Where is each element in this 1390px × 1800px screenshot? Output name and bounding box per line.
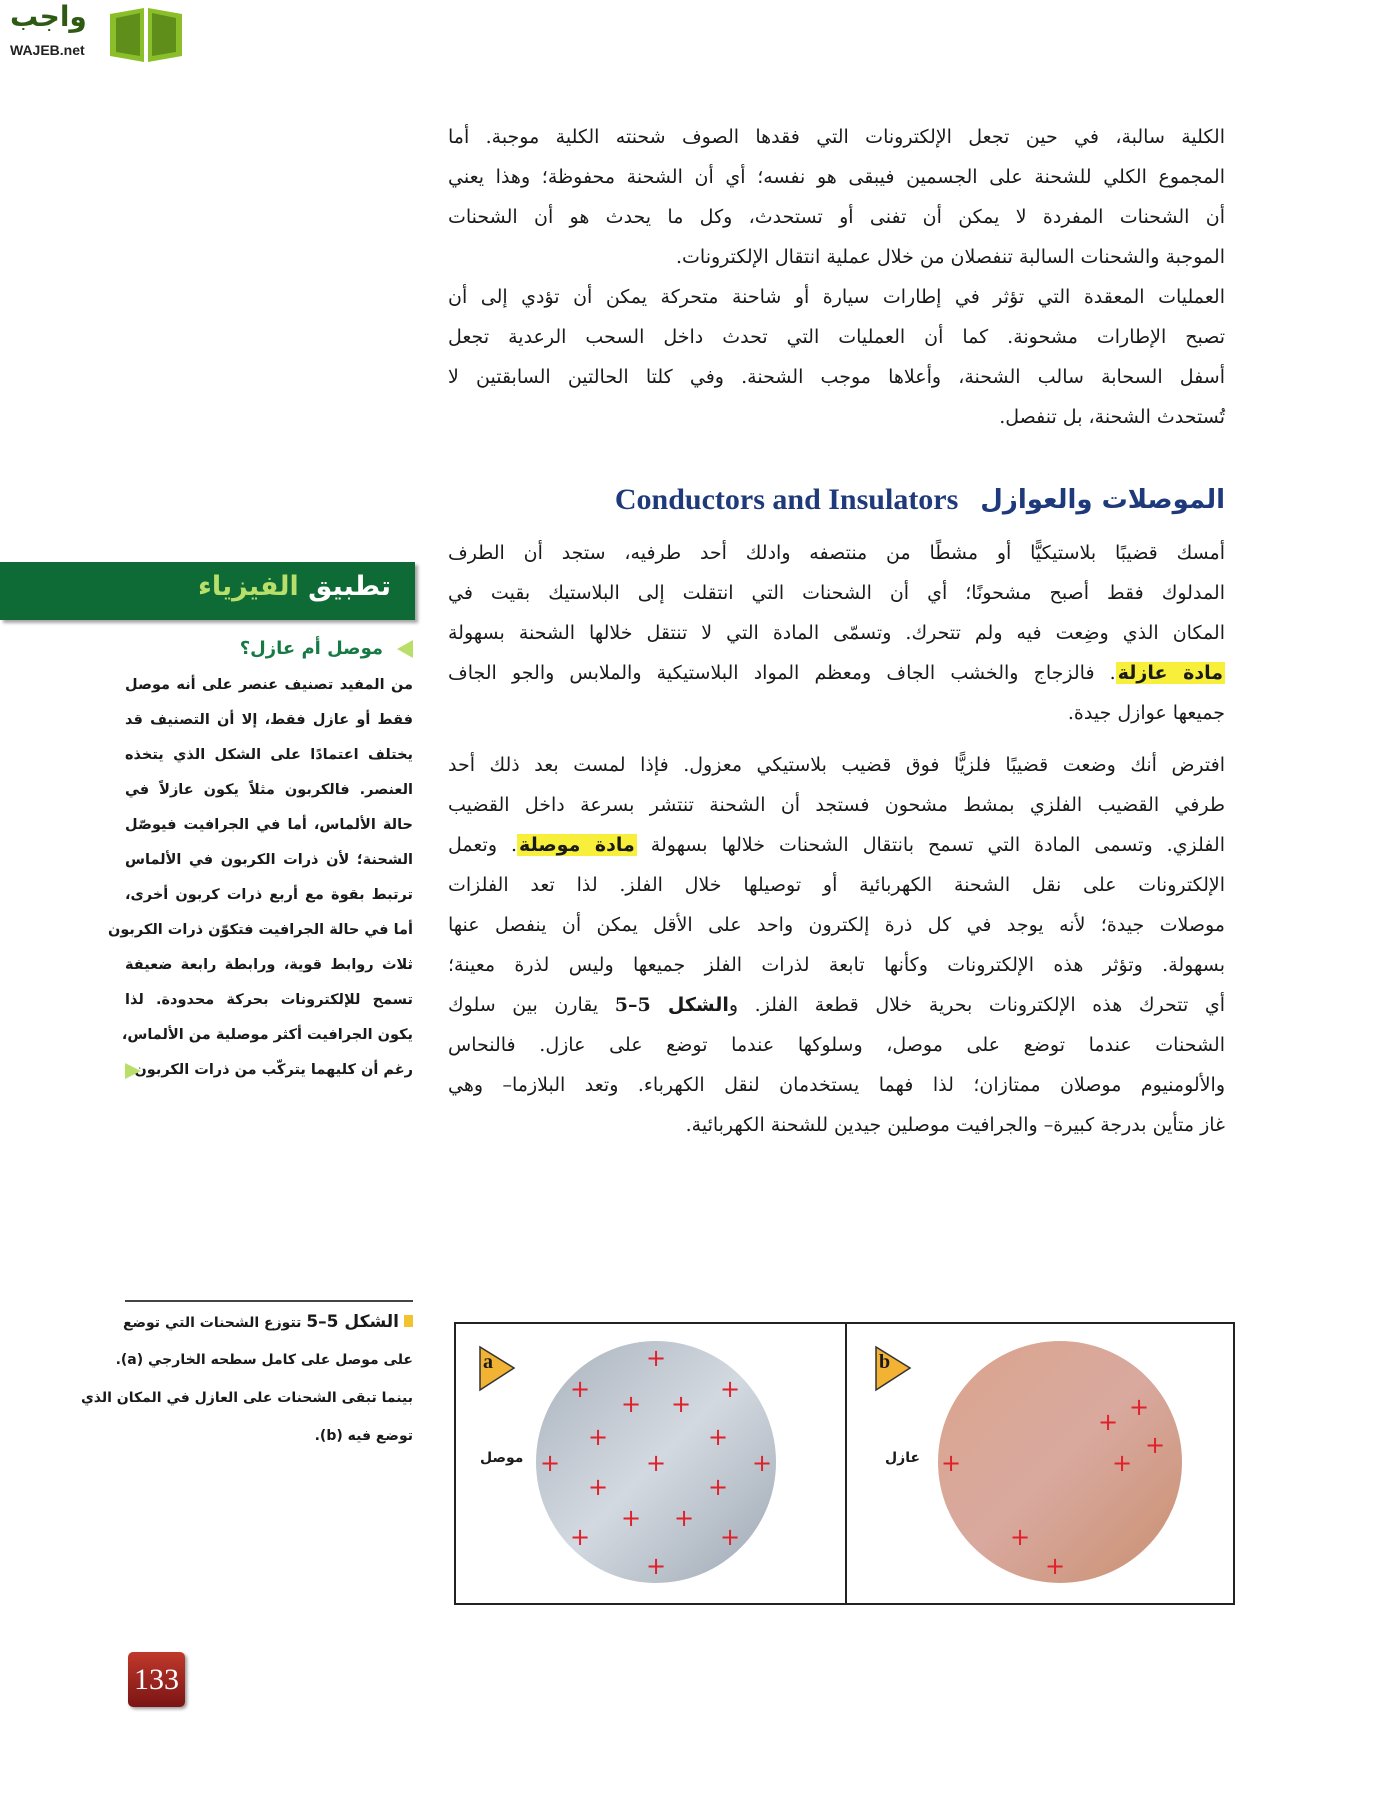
caption-figure-number: الشكل 5–5: [306, 1312, 399, 1332]
text-line: موصلات جيدة؛ لأنه يوجد في كل ذرة إلكترون واحد على الأقل يمكن أن ينفصل عنها: [448, 914, 1225, 936]
text-line: تصبح الإطارات مشحونة. كما أن العمليات التي تحدث داخل السحب الرعدية تجعل: [448, 326, 1225, 348]
positive-charge-icon: +: [645, 1552, 667, 1580]
insulator-label: عازل: [885, 1450, 921, 1466]
positive-charge-icon: +: [587, 1473, 609, 1501]
figure-reference[interactable]: الشكل 5–5: [614, 994, 729, 1016]
positive-charge-icon: +: [673, 1504, 695, 1532]
wajeb-logo[interactable]: [0, 0, 190, 66]
caption-line: [122, 1303, 413, 1341]
positive-charge-icon: +: [707, 1423, 729, 1451]
sidebar-subtitle: [125, 638, 413, 668]
text-line: افترض أنك وضعت قضيبًا فلزيًّا فوق قضيب بلاستيكي معزول. فإذا لمست بعد ذلك أحد: [448, 754, 1225, 776]
positive-charge-icon: +: [751, 1449, 773, 1477]
text-line: الموجبة والشحنات السالبة تنفصلان من خلال عملية انتقال الإلكترونات.: [676, 246, 1225, 268]
positive-charge-icon: +: [670, 1390, 692, 1418]
panel-b-tag: b: [879, 1351, 891, 1373]
positive-charge-icon: +: [1009, 1523, 1031, 1551]
figure-5-5: [454, 1322, 1235, 1605]
sidebar-line: أما في حالة الجرافيت فتكوّن ذرات الكربون: [107, 922, 413, 938]
positive-charge-icon: +: [620, 1504, 642, 1532]
logo-latin-text: WAJEB.net: [10, 42, 85, 58]
positive-charge-icon: +: [707, 1473, 729, 1501]
sidebar-title-highlight: الفيزياء: [198, 571, 299, 602]
text-line: أسفل السحابة سالب الشحنة، وأعلاها موجب الشحنة. وفي كلتا الحالتين السابقتين لا: [448, 366, 1225, 388]
text-line: أمسك قضيبًا بلاستيكيًّا أو مشطًا من منتصفه وادلك أحد طرفيه، ستجد أن الطرف: [448, 542, 1225, 564]
text-line: غاز متأين بدرجة كبيرة– والجرافيت موصلين جيدين للشحنة الكهربائية.: [685, 1114, 1225, 1136]
section-title-english: Conductors and Insulators: [614, 483, 959, 516]
text-line: المكان الذي وضِعت فيه ولم تتحرك. وتسمّى المادة التي لا تنتقل خلالها الشحنة بسهولة: [448, 622, 1225, 644]
section-title-arabic: الموصلات والعوازل: [980, 485, 1225, 515]
text-line: المجموع الكلي للشحنة على الجسمين فيبقى هو نفسه؛ أي أن الشحنة محفوظة؛ وهذا يعني: [448, 166, 1225, 188]
page-number: 133: [128, 1652, 185, 1707]
section-heading: [578, 478, 1225, 522]
caption-line: بينما تبقى الشحنات على العازل في المكان الذي: [80, 1390, 413, 1406]
sidebar-title: [198, 571, 391, 602]
positive-charge-icon: +: [719, 1375, 741, 1403]
positive-charge-icon: +: [620, 1390, 642, 1418]
text-line: طرفي القضيب الفلزي بمشط مشحون فستجد أن الشحنة تنتشر بسرعة داخل القضيب: [448, 794, 1225, 816]
text-line: والألومنيوم موصلان ممتازان؛ لذا فهما يستخدمان لنقل الكهرباء. وتعد البلازما– وهي: [448, 1074, 1225, 1096]
caption-line: على موصل على كامل سطحه الخارجي (a).: [115, 1352, 413, 1368]
insulator-sphere: [938, 1341, 1182, 1583]
logo-arabic-text: واجب: [10, 0, 87, 33]
text-line: [448, 985, 1225, 1025]
positive-charge-icon: +: [645, 1344, 667, 1372]
highlighted-term-insulator: مادة عازلة: [1117, 662, 1224, 684]
text-segment: الفلزي. وتسمى المادة التي تسمح بانتقال الشحنات خلالها بسهولة: [636, 834, 1225, 856]
end-triangle-icon: [125, 1063, 141, 1079]
caption-divider: [125, 1300, 413, 1302]
text-line: جميعها عوازل جيدة.: [1067, 702, 1225, 724]
text-line: أن الشحنات المفردة لا يمكن أن تفنى أو تستحدث، وكل ما يحدث هو أن الشحنات: [448, 206, 1226, 228]
positive-charge-icon: +: [940, 1449, 962, 1477]
positive-charge-icon: +: [1144, 1431, 1166, 1459]
sidebar-line: يختلف اعتمادًا على الشكل الذي يتخذه: [125, 747, 413, 763]
positive-charge-icon: +: [569, 1523, 591, 1551]
positive-charge-icon: +: [569, 1375, 591, 1403]
positive-charge-icon: +: [1097, 1408, 1119, 1436]
positive-charge-icon: +: [719, 1523, 741, 1551]
sidebar-line: [125, 1053, 413, 1088]
sidebar-line-text: رغم أن كليهما يتركّب من ذرات الكربون.: [128, 1062, 413, 1078]
sidebar-title-part: تطبيق: [298, 571, 391, 602]
figure-caption: [80, 1303, 413, 1463]
paragraph-conductors: [448, 745, 1225, 1145]
text-line: بسهولة. وتؤثر هذه الإلكترونات وكأنها تابعة لذرات الفلز جميعها وليس لذرة معينة؛: [448, 954, 1225, 976]
figure-drawing: [456, 1324, 1233, 1603]
sidebar-line: فقط أو عازل فقط، إلا أن التصنيف قد: [125, 712, 413, 728]
sidebar-line: من المفيد تصنيف عنصر على أنه موصل: [125, 677, 413, 693]
paragraph-insulators: [448, 533, 1225, 733]
caption-line: توضع فيه (b).: [314, 1428, 413, 1444]
positive-charge-icon: +: [587, 1423, 609, 1451]
text-segment: . فالزجاج والخشب الجاف ومعظم المواد البلاستيكية والملابس والجو الجاف: [448, 662, 1116, 684]
positive-charge-icon: +: [645, 1449, 667, 1477]
positive-charge-icon: +: [539, 1449, 561, 1477]
physics-application-banner: [0, 562, 415, 620]
book-icon: [106, 4, 186, 64]
text-line: العمليات المعقدة التي تؤثر في إطارات سيارة أو شاحنة متحركة يمكن أن تؤدي إلى أن: [448, 286, 1225, 308]
positive-charge-icon: +: [1128, 1393, 1150, 1421]
text-line: المدلوك فقط أصبح مشحونًا؛ أي أن الشحنات التي انتقلت إلى البلاستيك بقيت في: [448, 582, 1225, 604]
positive-charge-icon: +: [1111, 1449, 1133, 1477]
text-segment: . وتعمل: [448, 834, 518, 856]
sidebar-subtitle-text: موصل أم عازل؟: [239, 638, 383, 659]
highlighted-term-conductor: مادة موصلة: [519, 834, 635, 856]
sidebar-line: ترتبط بقوة مع أربع ذرات كربون أخرى،: [125, 887, 413, 903]
conductor-label: موصل: [480, 1450, 524, 1466]
sidebar-line: يكون الجرافيت أكثر موصلية من الألماس،: [121, 1027, 413, 1043]
sidebar-line: تسمح للإلكترونات بحركة محدودة. لذا: [125, 992, 413, 1008]
positive-charge-icon: +: [1044, 1552, 1066, 1580]
square-bullet-icon: [404, 1315, 413, 1327]
triangle-bullet-icon: [397, 640, 413, 658]
panel-a-tag: a: [483, 1351, 493, 1373]
sidebar-line: الشحنة؛ لأن ذرات الكربون في الألماس: [125, 852, 413, 868]
sidebar-line: ثلاث روابط قوية، ورابطة رابعة ضعيفة: [125, 957, 413, 973]
text-line: تُستحدث الشحنة، بل تنفصل.: [999, 406, 1225, 428]
sidebar-body: [107, 668, 413, 1088]
paragraph-charge-conservation: [448, 117, 1225, 437]
text-line: الشحنات عندما توضع على موصل، وسلوكها عندما توضع على عازل. فالنحاس: [448, 1034, 1225, 1056]
text-line: [448, 653, 1225, 693]
text-line: الإلكترونات على نقل الشحنة الكهربائية أو توصيلها خلال الفلز. لذا تعد الفلزات: [448, 874, 1225, 896]
text-line: الكلية سالبة، في حين تجعل الإلكترونات التي فقدها الصوف شحنته الكلية موجبة. أما: [448, 126, 1225, 148]
sidebar-line: حالة الألماس، أما في الجرافيت فيوصّل: [125, 817, 413, 833]
text-line: [448, 825, 1225, 865]
caption-text: تتوزع الشحنات التي توضع: [122, 1315, 307, 1331]
sidebar-line: العنصر. فالكربون مثلاً يكون عازلاً في: [125, 782, 413, 798]
text-segment: أي تتحرك هذه الإلكترونات بحرية خلال قطعة الفلز. و: [728, 994, 1225, 1016]
text-segment: يقارن بين سلوك: [448, 994, 615, 1016]
